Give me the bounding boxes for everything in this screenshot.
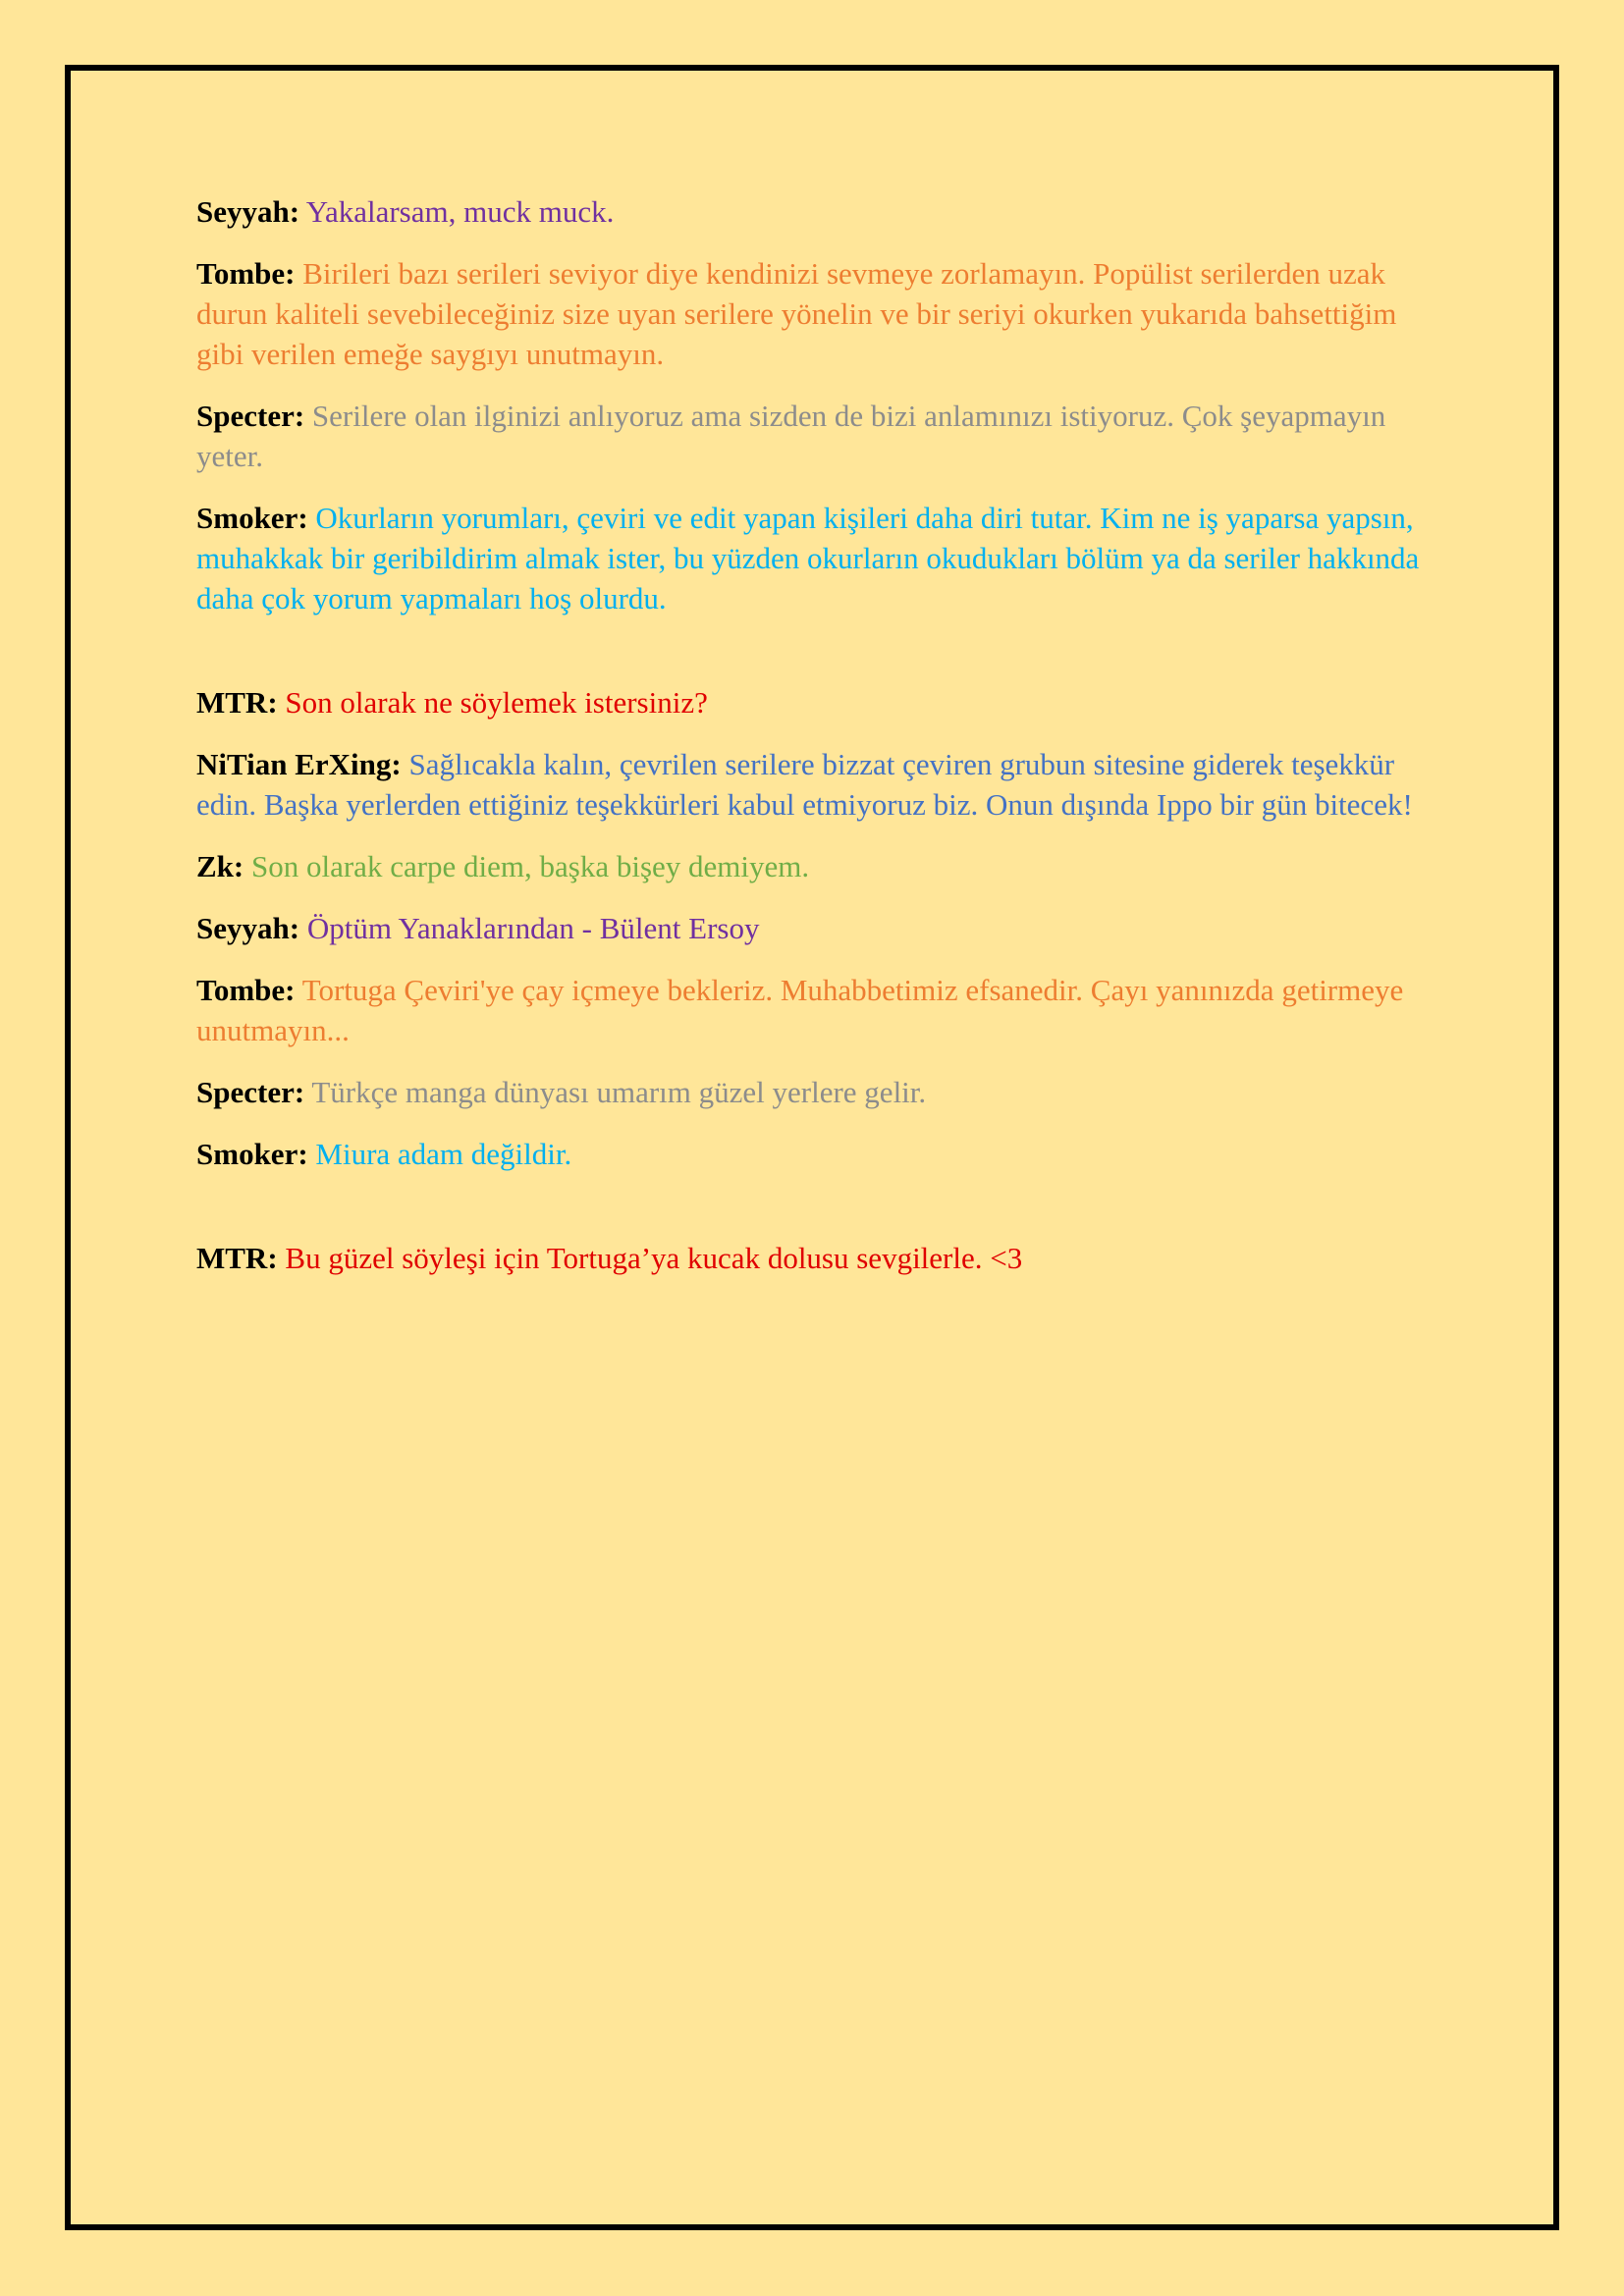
dialogue-line [196,1134,1424,1174]
dialogue-line [196,846,1424,886]
dialogue-line [196,253,1424,374]
dialogue-text: Son olarak carpe diem, başka bişey demiyem. [251,849,810,883]
dialogue-line [196,682,1424,722]
dialogue-text: Son olarak ne söylemek istersiniz? [285,685,708,720]
speaker-name: Tombe: [196,973,296,1007]
dialogue-line [196,744,1424,825]
dialogue-line [196,498,1424,618]
speaker-name: Seyyah: [196,194,300,229]
dialogue-text: Birileri bazı serileri seviyor diye kendinizi sevmeye zorlamayın. Popülist serilerden uzak durun kaliteli sevebileceğiniz size uyan serilere yönelin ve bir seriyi okurken yukarıda bahsettiğim gibi verilen emeğe saygıyı unutmayın. [196,256,1397,371]
dialogue-text: Türkçe manga dünyası umarım güzel yerlere gelir. [311,1075,927,1109]
speaker-name: Smoker: [196,1137,308,1171]
speaker-name: Zk: [196,849,244,883]
interview-content [196,191,1424,1300]
dialogue-text: Öptüm Yanaklarından - Bülent Ersoy [306,911,760,945]
speaker-name: NiTian ErXing: [196,747,402,781]
dialogue-line [196,970,1424,1050]
dialogue-line [196,191,1424,232]
speaker-name: Seyyah: [196,911,300,945]
dialogue-line [196,1238,1424,1278]
speaker-name: Specter: [196,1075,305,1109]
dialogue-line [196,396,1424,476]
dialogue-line [196,908,1424,948]
dialogue-text: Yakalarsam, muck muck. [305,194,615,229]
speaker-name: Specter: [196,399,305,433]
dialogue-text: Serilere olan ilginizi anlıyoruz ama sizden de bizi anlamınızı istiyoruz. Çok şeyapmayın yeter. [196,399,1386,473]
dialogue-text: Sağlıcakla kalın, çevrilen serilere bizzat çeviren grubun sitesine giderek teşekkür edin. Başka yerlerden ettiğiniz teşekkürleri kabul etmiyoruz biz. Onun dışında Ippo bir gün bitecek! [196,747,1413,822]
speaker-name: MTR: [196,685,278,720]
dialogue-line [196,1072,1424,1112]
dialogue-text: Bu güzel söyleşi için Tortuga’ya kucak dolusu sevgilerle. <3 [285,1241,1023,1275]
dialogue-text: Tortuga Çeviri'ye çay içmeye bekleriz. Muhabbetimiz efsanedir. Çayı yanınızda getirmeye unutmayın... [196,973,1404,1047]
speaker-name: Tombe: [196,256,296,291]
speaker-name: MTR: [196,1241,278,1275]
dialogue-text: Okurların yorumları, çeviri ve edit yapan kişileri daha diri tutar. Kim ne iş yaparsa yapsın, muhakkak bir geribildirim almak ister, bu yüzden okurların okudukları bölüm ya da seriler hakkında daha çok yorum yapmaları hoş olurdu. [196,501,1420,615]
dialogue-text: Miura adam değildir. [315,1137,572,1171]
speaker-name: Smoker: [196,501,308,535]
